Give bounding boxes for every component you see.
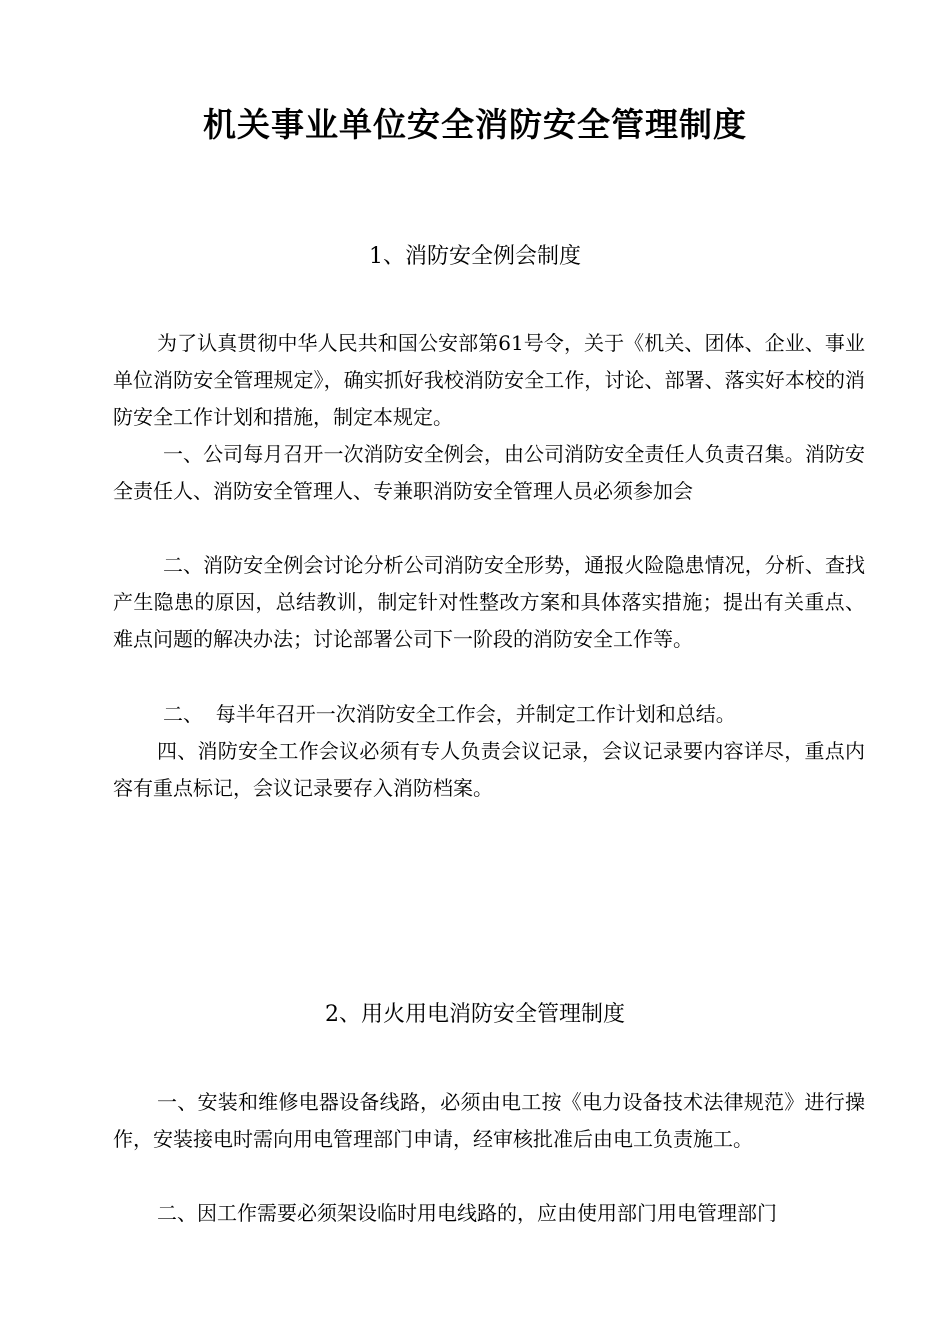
section-heading-2: 2、用火用电消防安全管理制度 (325, 1002, 625, 1027)
paragraph: 一、安装和维修电器设备线路，必须由电工按《电力设备技术法律规范》进行操作，安装接电时需向用电管理部门申请，经审核批准后由电工负责施工。 (113, 1090, 865, 1151)
paragraph: 四、消防安全工作会议必须有专人负责会议记录，会议记录要内容详尽，重点内容有重点标记，会议记录要存入消防档案。 (113, 739, 865, 800)
paragraph: 二、消防安全例会讨论分析公司消防安全形势，通报火险隐患情况，分析、查找产生隐患的原因，总结教训，制定针对性整改方案和具体落实措施；提出有关重点、难点问题的解决办法；讨论部署公司下一阶段的消防安全工作等。 (113, 553, 865, 651)
document-title: 机关事业单位安全消防安全管理制度 (203, 105, 747, 144)
section-heading-1: 1、消防安全例会制度 (369, 244, 581, 269)
paragraph: 为了认真贯彻中华人民共和国公安部第61号令，关于《机关、团体、企业、事业单位消防安全管理规定》，确实抓好我校消防安全工作，讨论、部署、落实好本校的消防安全工作计划和措施，制定本规定。 (113, 331, 865, 429)
paragraph: 二、 每半年召开一次消防安全工作会，并制定工作计划和总结。 (163, 702, 736, 726)
paragraph: 二、因工作需要必须架设临时用电线路的，应由使用部门用电管理部门 (157, 1201, 777, 1225)
paragraph: 一、公司每月召开一次消防安全例会，由公司消防安全责任人负责召集。消防安全责任人、消防安全管理人、专兼职消防安全管理人员必须参加会 (113, 442, 865, 503)
